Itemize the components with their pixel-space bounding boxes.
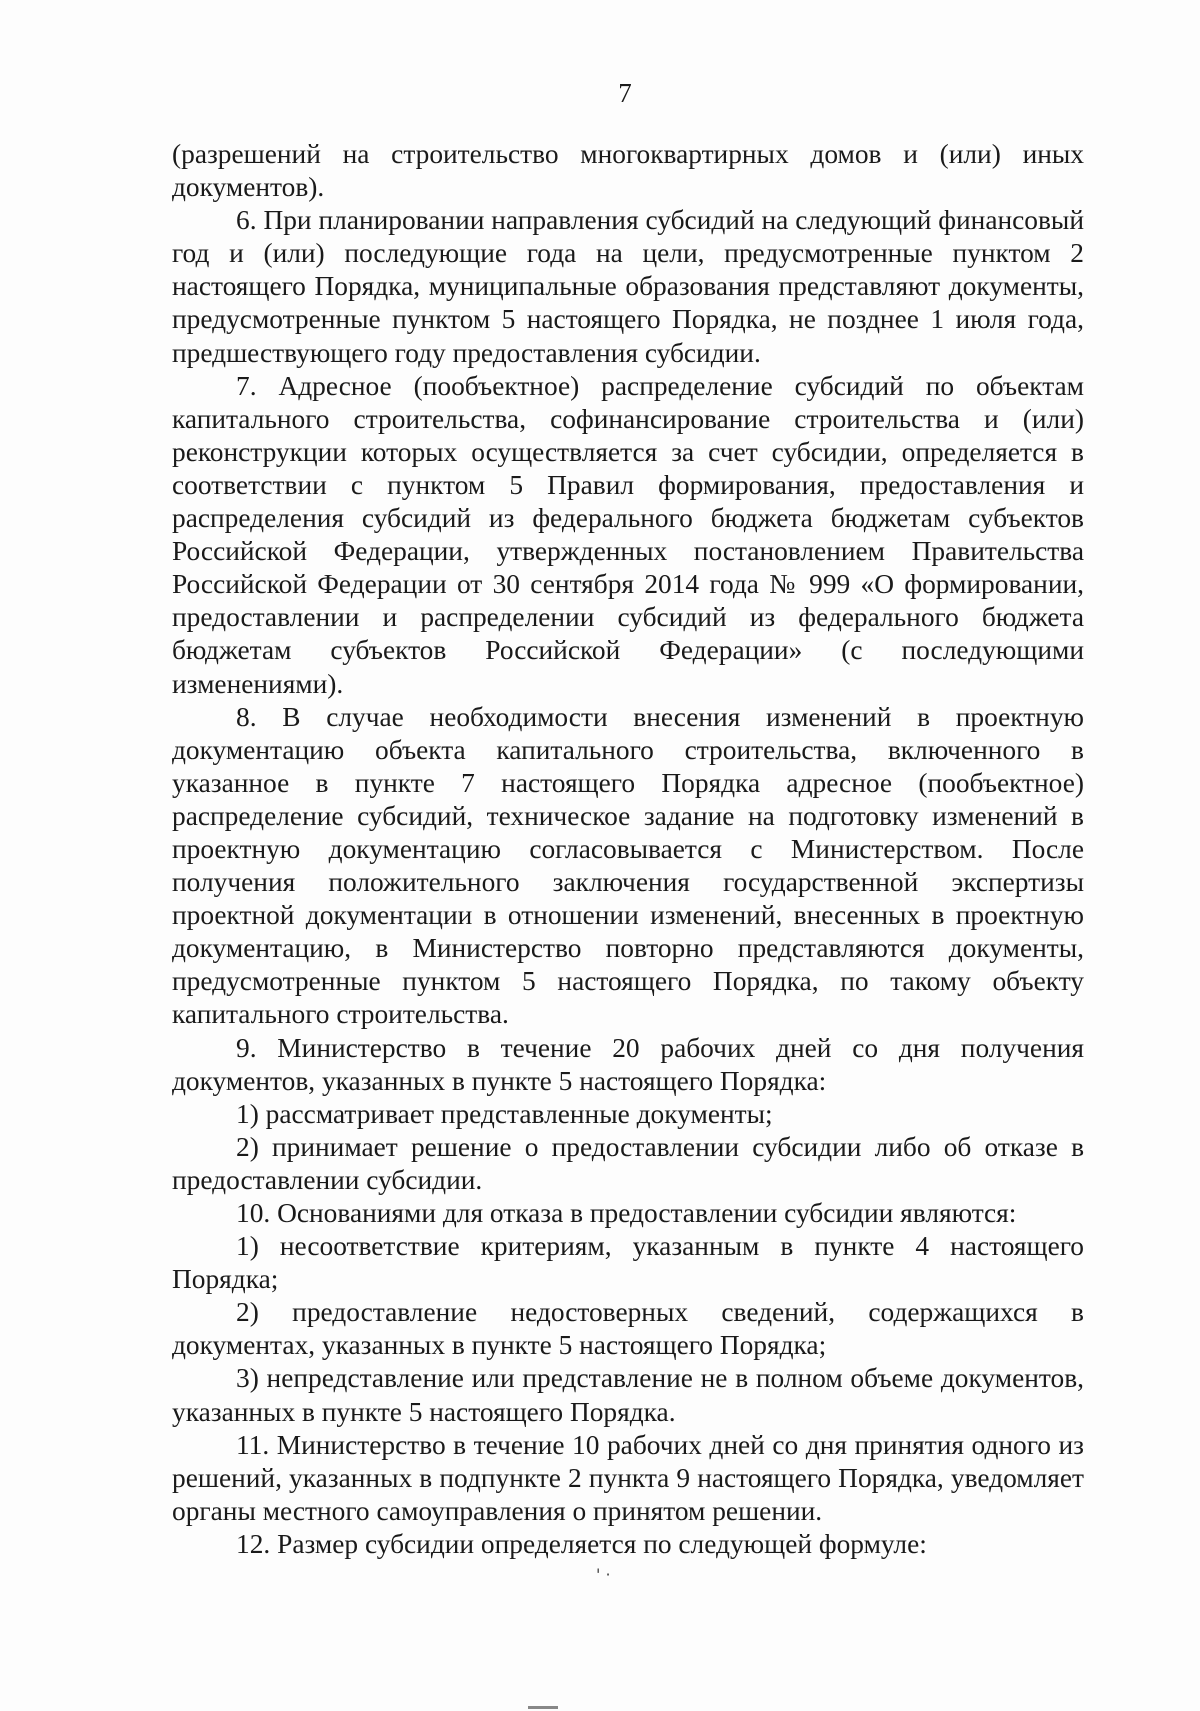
paragraph-item-10-sub-1: 1) несоответствие критериям, указанным в пункте 4 настоящего Порядка; [172, 1231, 1084, 1295]
paragraph-item-8: 8. В случае необходимости внесения изменений в проектную документацию объекта капитального строительства, включенного в указанное в пункте 7 настоящего Порядка адресное (пообъектное) распределение субсидий, техническое задание на подготовку изменений в проектную документацию согласовывается с Министерством. После получения положительного заключения государственной экспертизы проектной документации в отношении изменений, внесенных в проектную документацию, в Министерство повторно представляются документы, предусмотренные пунктом 5 настоящего Порядка, по такому объекту капитального строительства. [172, 701, 1084, 1030]
paragraph-item-11: 11. Министерство в течение 10 рабочих дней со дня принятия одного из решений, указанных в подпункте 2 пункта 9 настоящего Порядка, уведомляет органы местного самоуправления о принятом решении. [172, 1429, 1084, 1526]
paragraph-item-7: 7. Адресное (пообъектное) распределение субсидий по объектам капитального строительства, софинансирование строительства и (или) реконструкции которых осуществляется за счет субсидии, определяется в соответствии с пунктом 5 Правил формирования, предоставления и распределения субсидий из федерального бюджета бюджетам субъектов Российской Федерации, утвержденных постановлением Правительства Российской Федерации от 30 сентября 2014 года № 999 «О формировании, предоставлении и распределении субсидий из федерального бюджета бюджетам субъектов Российской Федерации» (с последующими изменениями). [172, 370, 1084, 699]
paragraph-item-10: 10. Основаниями для отказа в предоставлении субсидии являются: [236, 1198, 1017, 1228]
document-body [172, 138, 1084, 1561]
paragraph-item-12: 12. Размер субсидии определяется по следующей формуле: [236, 1528, 927, 1559]
paragraph-item-9-sub-2: 2) принимает решение о предоставлении субсидии либо об отказе в предоставлении субсидии. [172, 1131, 1084, 1195]
page-number: 7 [618, 78, 632, 108]
scan-edge-artifact [528, 1706, 558, 1709]
paragraph-item-10-sub-2: 2) предоставление недостоверных сведений, содержащихся в документах, указанных в пункте 5 настоящего Порядка; [172, 1297, 1084, 1361]
paragraph-item-10-sub-3: 3) непредставление или представление не в полном объеме документов, указанных в пункте 5 настоящего Порядка. [172, 1363, 1084, 1427]
paragraph-item-9: 9. Министерство в течение 20 рабочих дней со дня получения документов, указанных в пункте 5 настоящего Порядка: [172, 1032, 1084, 1096]
scan-artifact: ' · [596, 1565, 611, 1584]
paragraph-continuation: (разрешений на строительство многоквартирных домов и (или) иных документов). [172, 139, 1084, 203]
paragraph-item-9-sub-1: 1) рассматривает представленные документы; [236, 1098, 773, 1129]
paragraph-item-6: 6. При планировании направления субсидий на следующий финансовый год и (или) последующие года на цели, предусмотренные пунктом 2 настоящего Порядка, муниципальные образования представляют документы, предусмотренные пунктом 5 настоящего Порядка, не позднее 1 июля года, предшествующего году предоставления субсидии. [172, 205, 1084, 368]
